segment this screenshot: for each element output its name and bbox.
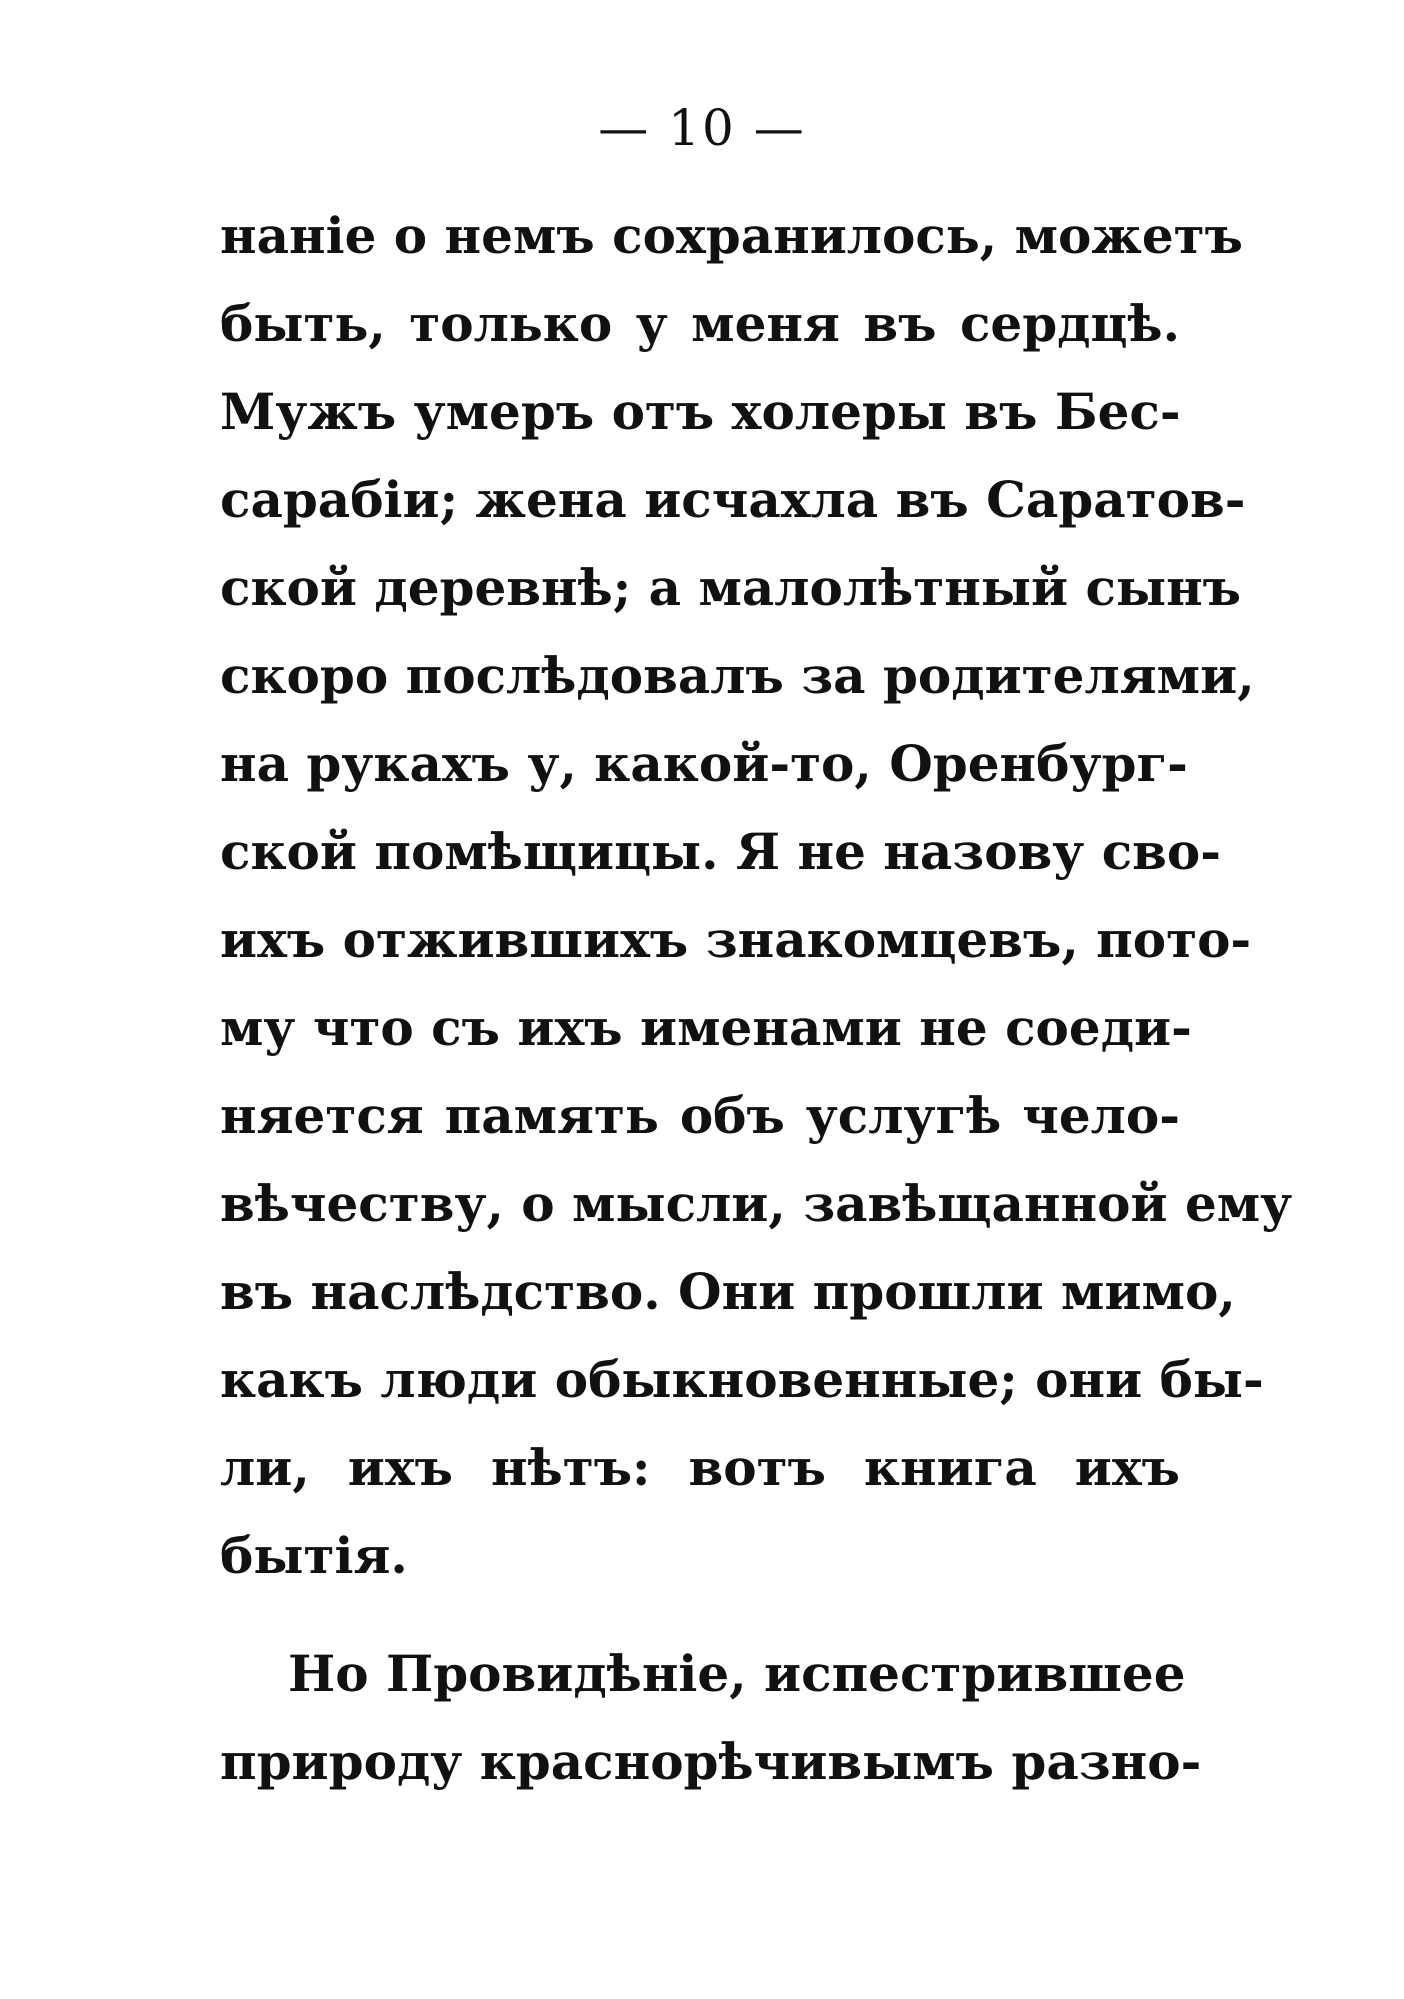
text-line: Но Провидѣніе, испестрившее bbox=[288, 1644, 1186, 1703]
text-line: му что съ ихъ именами не соеди- bbox=[220, 998, 1192, 1057]
text-line: какъ люди обыкновенные; они бы- bbox=[220, 1350, 1264, 1409]
text-line: природу краснорѣчивымъ разно- bbox=[220, 1732, 1202, 1791]
text-line: ли, ихъ нѣтъ: вотъ книга ихъ bbox=[220, 1438, 1180, 1497]
text-line: бытія. bbox=[220, 1526, 408, 1585]
paragraph-1 bbox=[220, 192, 1293, 1600]
text-line: скоро послѣдовалъ за родителями, bbox=[220, 646, 1255, 705]
text-line: вѣчеству, о мысли, завѣщанной ему bbox=[220, 1174, 1293, 1233]
text-line: Мужъ умеръ отъ холеры въ Бес- bbox=[220, 382, 1181, 441]
text-line: ской деревнѣ; а малолѣтный сынъ bbox=[220, 558, 1242, 617]
text-line: въ наслѣдство. Они прошли мимо, bbox=[220, 1262, 1236, 1321]
paragraph-2 bbox=[220, 1630, 1202, 1806]
text-line: быть, только у меня въ сердцѣ. bbox=[220, 294, 1180, 353]
text-line: ской помѣщицы. Я не назову сво- bbox=[220, 822, 1222, 881]
text-line: наніе о немъ сохранилось, можетъ bbox=[220, 206, 1244, 265]
text-line: ихъ отжившихъ знакомцевъ, пото- bbox=[220, 910, 1252, 969]
text-line: сарабіи; жена исчахла въ Саратов- bbox=[220, 470, 1246, 529]
text-line: на рукахъ у, какой-то, Оренбург- bbox=[220, 734, 1188, 793]
text-line: няется память объ услугѣ чело- bbox=[220, 1086, 1180, 1145]
page-number: — 10 — bbox=[598, 99, 806, 157]
